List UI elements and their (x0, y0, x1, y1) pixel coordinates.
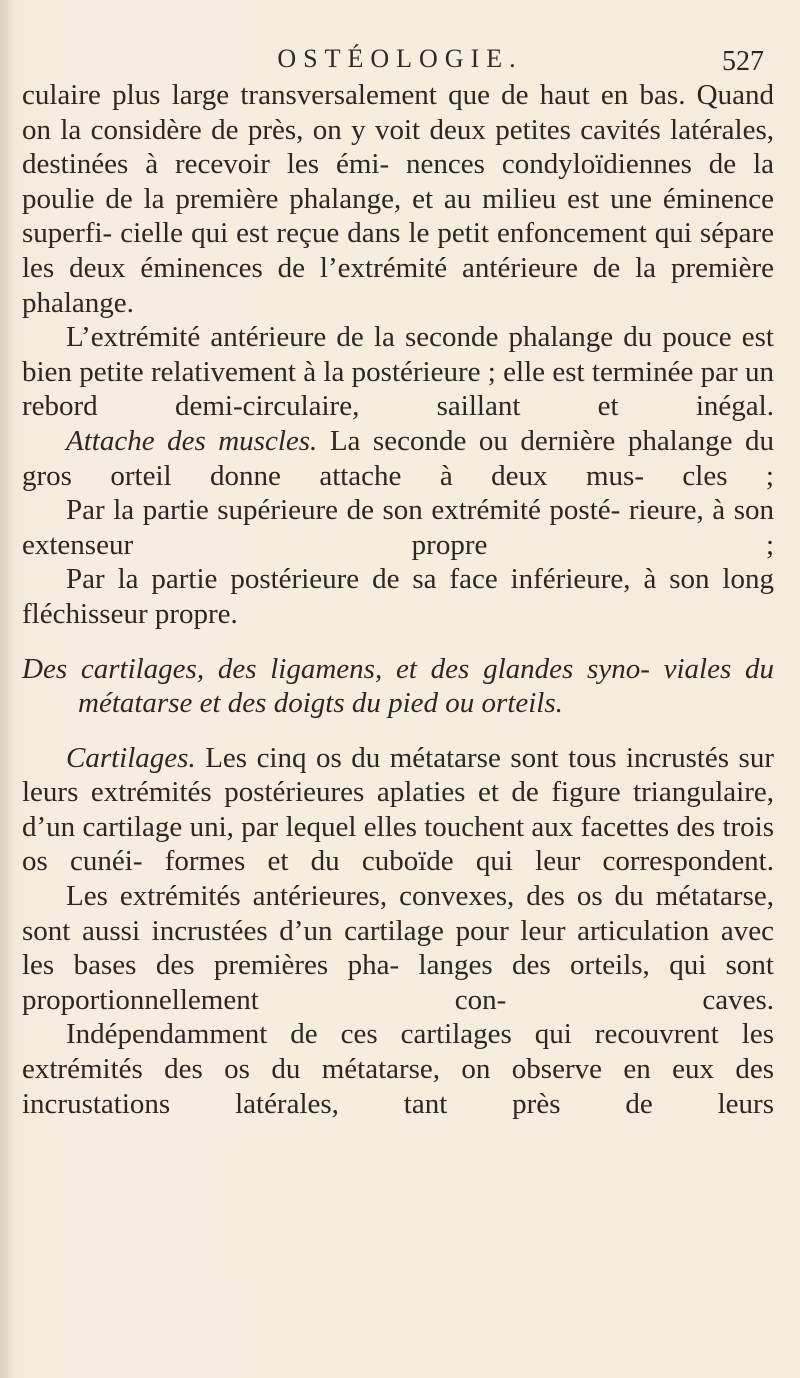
paragraph-7 (22, 879, 774, 1017)
spacer (22, 721, 774, 741)
paragraph-5 (22, 562, 774, 631)
paragraph-5-text: Par la partie postérieure de sa face inférieure, à son long fléchisseur propre. (22, 563, 774, 630)
paragraph-6 (22, 741, 774, 879)
paragraph-6-text: Les cinq os du métatarse sont tous incrustés sur leurs extrémités postérieures aplaties et de figure triangulaire, d’un cartilage uni, par lequel elles touchent aux facettes des trois os cunéi- formes et du cuboïde qui leur correspondent. (22, 741, 774, 878)
spacer (22, 632, 774, 652)
paragraph-4 (22, 493, 774, 562)
paragraph-8 (22, 1017, 774, 1121)
running-title: OSTÉOLOGIE. (277, 44, 523, 73)
paragraph-1-text: culaire plus large transversalement que de haut en bas. Quand on la considère de près, on y voit deux petites cavités latérales, destinées à recevoir les émi- nences condyloïdiennes de la poulie de la première phalange, et au milieu est une éminence superfi- cielle qui est reçue dans le petit enfoncement qui sépare les deux éminences de l’extrémité antérieure de la première phalange. (22, 79, 774, 319)
paragraph-7-text: Les extrémités antérieures, convexes, des os du métatarse, sont aussi incrustées d’un cartilage pour leur articulation avec les bases des premières pha- langes des orteils, qui sont proportionnellement con- caves. (22, 880, 774, 1016)
paragraph-8-text: Indépendamment de ces cartilages qui recouvrent les extrémités des os du métatarse, on observe en eux des incrustations latérales, tant près de leurs (22, 1018, 774, 1120)
page-number: 527 (722, 46, 764, 77)
paragraph-1 (22, 78, 774, 320)
paragraph-2 (22, 320, 774, 424)
section-heading: Des cartilages, des ligamens, et des glandes syno- viales du métatarse et des doigts du pied ou orteils. (22, 652, 774, 720)
paragraph-3-text: La seconde ou dernière phalange du gros orteil donne attache à deux mus- cles ; (22, 424, 774, 492)
page-gutter-shadow (0, 0, 14, 1378)
paragraph-4-text: Par la partie supérieure de son extrémité posté- rieure, à son extenseur propre ; (22, 494, 774, 561)
section-lead-muscles: Attache des muscles. (66, 424, 318, 457)
body-text (22, 78, 774, 1121)
paragraph-2-text: L’extrémité antérieure de la seconde phalange du pouce est bien petite relativement à la postérieure ; elle est terminée par un rebord demi-circulaire, saillant et inégal. (22, 321, 774, 423)
paragraph-3 (22, 424, 774, 493)
section-lead-cartilages: Cartilages. (66, 741, 196, 774)
